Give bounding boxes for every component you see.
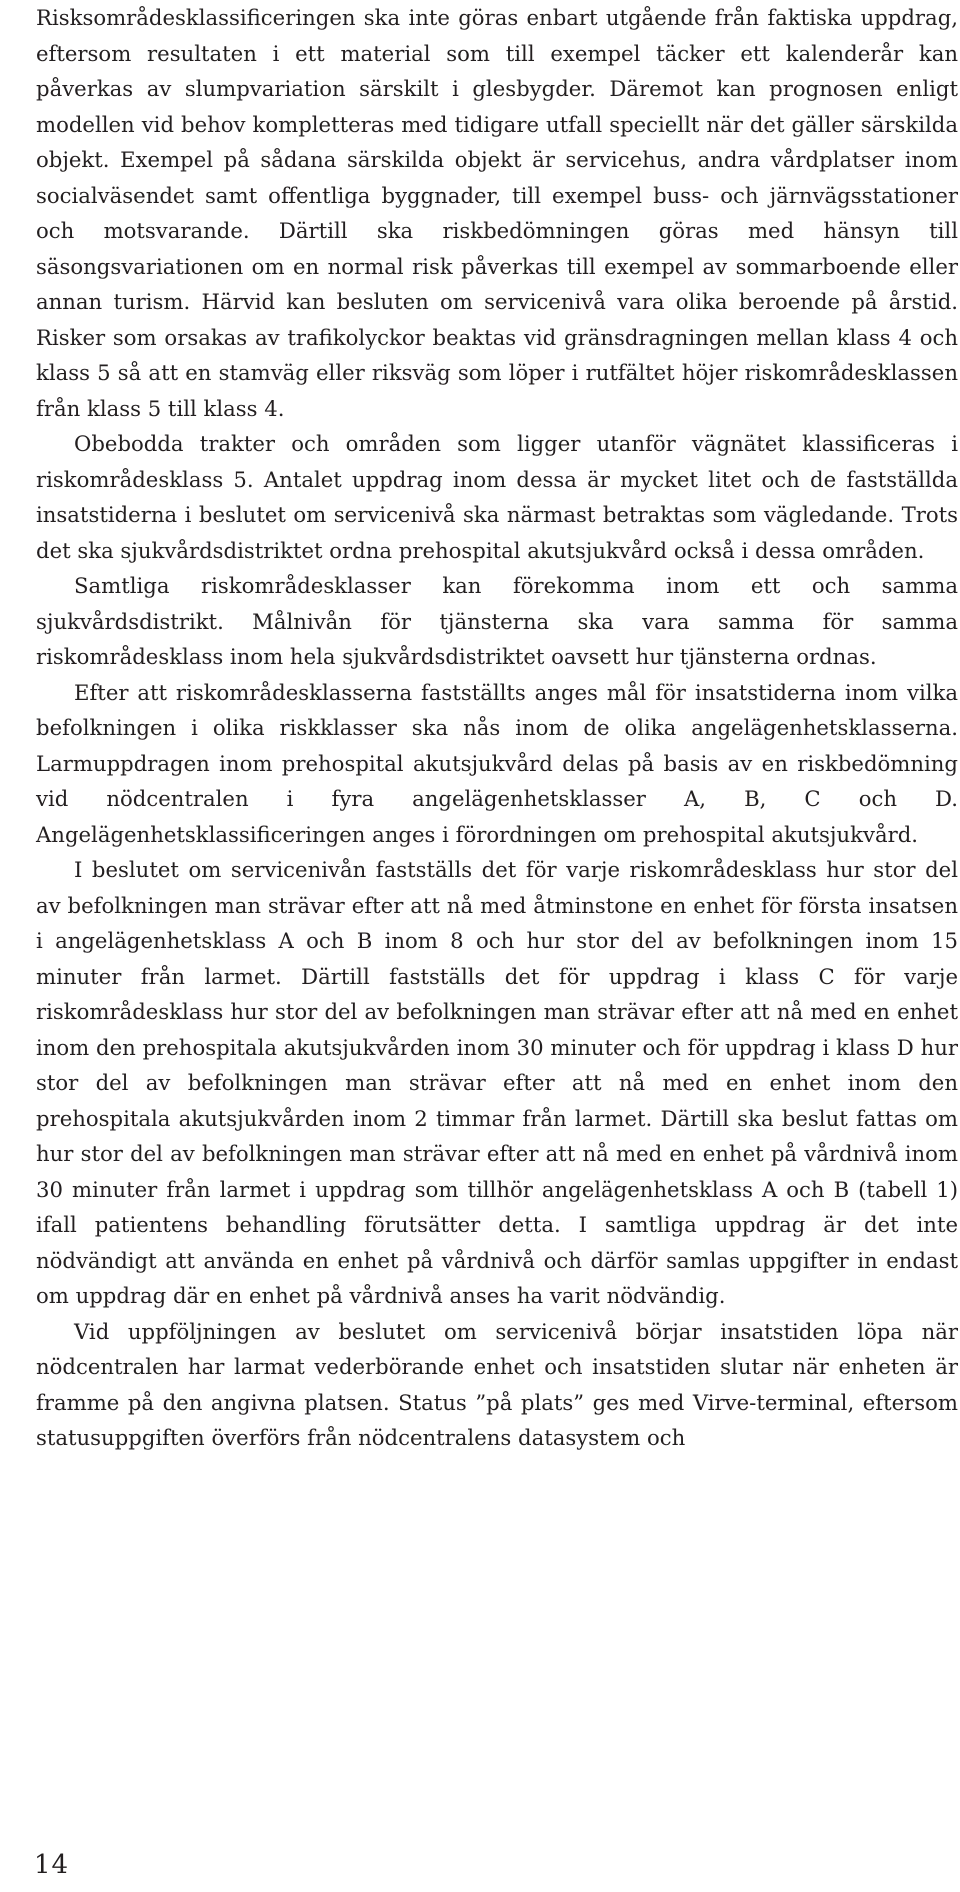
document-page: [36, 0, 958, 1456]
paragraph-service-level-decision: I beslutet om servicenivån fastställs det för varje riskområdesklass hur stor del av befolkningen man strävar efter att nå med åtminstone en enhet för första insatsen i angelägenhetsklass A och B inom 8 och hur stor del av befolkningen inom 15 minuter från larmet. Därtill fastställs det för uppdrag i klass C för varje riskområdesklass hur stor del av befolkningen man strävar efter att nå med en enhet inom den prehospitala akutsjukvården inom 30 minuter och för uppdrag i klass D hur stor del av befolkningen man strävar efter att nå med en enhet inom den prehospitala akutsjukvården inom 2 timmar från larmet. Därtill ska beslut fattas om hur stor del av befolkningen man strävar efter att nå med en enhet på vårdnivå inom 30 minuter från larmet i uppdrag som tillhör angelägenhetsklass A och B (tabell 1) ifall patientens behandling förutsätter detta. I samtliga uppdrag är det inte nödvändigt att använda en enhet på vårdnivå och därför samlas uppgifter in endast om uppdrag där en enhet på vårdnivå anses ha varit nödvändig.: [36, 857, 958, 1308]
paragraph-uninhabited-areas: Obebodda trakter och områden som ligger utanför vägnätet klassificeras i riskområdesklass 5. Antalet uppdrag inom dessa är mycket litet och de fastställda insatstiderna i beslutet om servicenivå ska närmast betraktas som vägledande. Trots det ska sjukvårdsdistriktet ordna prehospital akutsjukvård också i dessa områden.: [36, 431, 958, 563]
paragraph-follow-up: Vid uppföljningen av beslutet om servicenivå börjar insatstiden löpa när nödcentralen har larmat vederbörande enhet och insatstiden slutar när enheten är framme på den angivna platsen. Status ”på plats” ges med Virve-terminal, eftersom statusuppgiften överförs från nödcentralens datasystem och: [36, 1318, 958, 1450]
page-number: 14: [34, 1850, 70, 1880]
paragraph-risk-classification: Risksområdesklassificeringen ska inte göras enbart utgående från faktiska uppdrag, eftersom resultaten i ett material som till exempel täcker ett kalenderår kan påverkas av slumpvariation särskilt i glesbygder. Däremot kan prognosen enligt modellen vid behov kompletteras med tidigare utfall speciellt när det gäller särskilda objekt. Exempel på sådana särskilda objekt är servicehus, andra vårdplatser inom socialväsendet samt offentliga byggnader, till exempel buss- och järnvägsstationer och motsvarande. Därtill ska riskbedömningen göras med hänsyn till säsongsvariationen om en normal risk påverkas till exempel av sommarboende eller annan turism. Härvid kan besluten om servicenivå vara olika beroende på årstid. Risker som orsakas av trafikolyckor beaktas vid gränsdragningen mellan klass 4 och klass 5 så att en stamväg eller riksväg som löper i rutfältet höjer riskområdesklassen från klass 5 till klass 4.: [36, 5, 958, 421]
paragraph-urgency-classes: Efter att riskområdesklasserna fastställts anges mål för insatstiderna inom vilka befolkningen i olika riskklasser ska nås inom de olika angelägenhetsklasserna. Larmuppdragen inom prehospital akutsjukvård delas på basis av en riskbedömning vid nödcentralen i fyra angelägenhetsklasser A, B, C och D. Angelägenhetsklassificeringen anges i förordningen om prehospital akutsjukvård.: [36, 679, 958, 847]
paragraph-risk-classes-district: Samtliga riskområdesklasser kan förekomma inom ett och samma sjukvårdsdistrikt. Målnivån för tjänsterna ska vara samma för samma riskområdesklass inom hela sjukvårdsdistriktet oavsett hur tjänsterna ordnas.: [36, 573, 958, 669]
